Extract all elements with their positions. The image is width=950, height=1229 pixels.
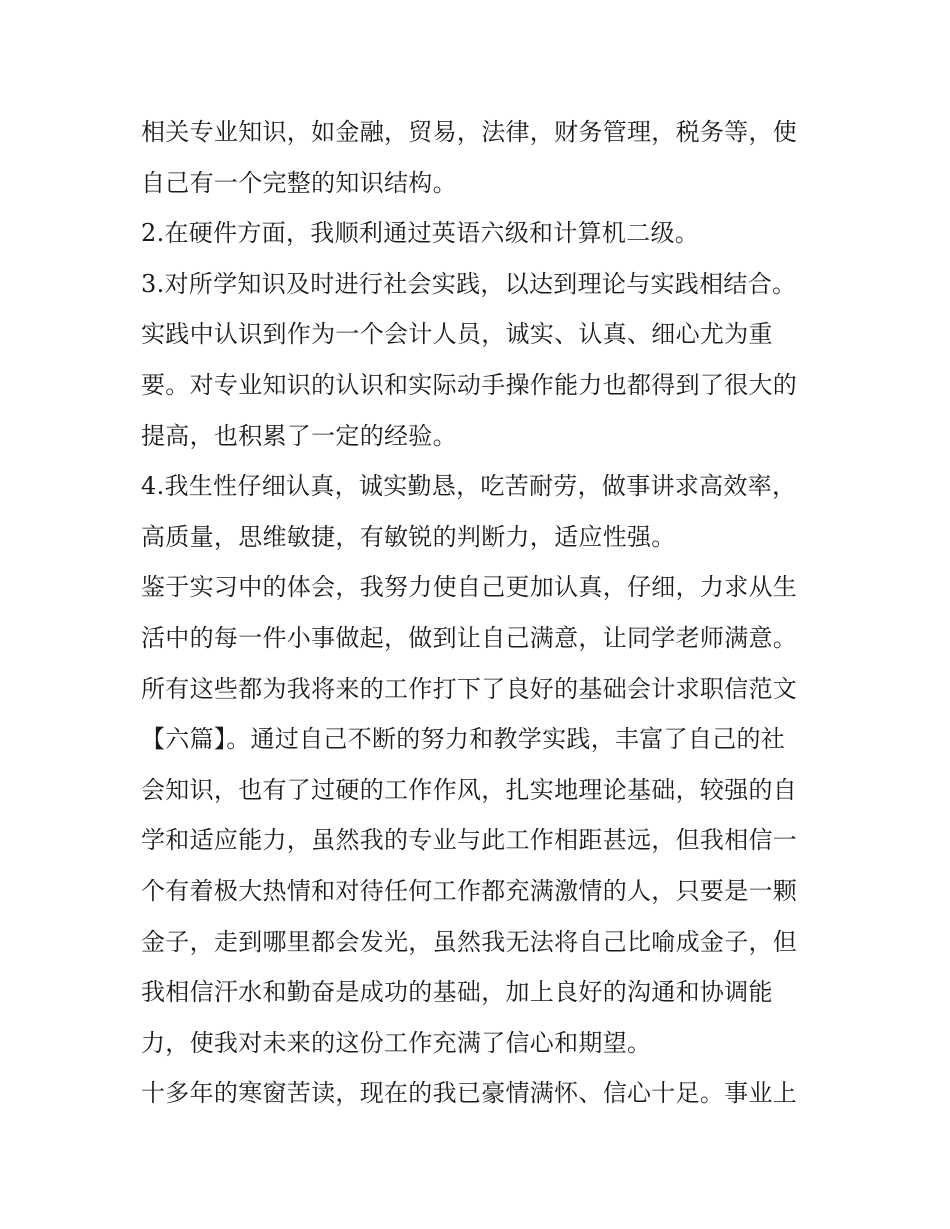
text-line: 4.我生性仔细认真，诚实勤恳，吃苦耐劳，做事讲求高效率， [141, 472, 797, 501]
text-line: 实践中认识到作为一个会计人员，诚实、认真、细心尤为重 [141, 320, 773, 349]
text-line: 力，使我对未来的这份工作充满了信心和期望。 [141, 1028, 652, 1057]
text-line: 个有着极大热情和对待任何工作都充满激情的人，只要是一颗 [141, 876, 798, 905]
text-line: 2.在硬件方面，我顺利通过英语六级和计算机二级。 [141, 219, 700, 248]
text-line: 我相信汗水和勤奋是成功的基础，加上良好的沟通和协调能 [141, 978, 773, 1007]
document-body [141, 107, 821, 1119]
text-line: 活中的每一件小事做起，做到让自己满意，让同学老师满意。 [141, 623, 798, 652]
text-line: 金子，走到哪里都会发光，虽然我无法将自己比喻成金子，但 [141, 927, 798, 956]
text-line: 鉴于实习中的体会，我努力使自己更加认真，仔细，力求从生 [141, 573, 798, 602]
text-line: 提高，也积累了一定的经验。 [141, 421, 457, 450]
text-line: 自己有一个完整的知识结构。 [141, 168, 457, 197]
text-line: 3.对所学知识及时进行社会实践，以达到理论与实践相结合。 [141, 269, 797, 298]
text-line: 高质量，思维敏捷，有敏锐的判断力，适应性强。 [141, 522, 676, 551]
text-line: 会知识，也有了过硬的工作作风，扎实地理论基础，较强的自 [141, 775, 798, 804]
text-line: 十多年的寒窗苦读，现在的我已豪情满怀、信心十足。事业上 [141, 1079, 798, 1108]
text-line: 要。对专业知识的认识和实际动手操作能力也都得到了很大的 [141, 370, 798, 399]
text-line: 学和适应能力，虽然我的专业与此工作相距甚远，但我相信一 [141, 826, 798, 855]
text-line: 所有这些都为我将来的工作打下了良好的基础会计求职信范文 [141, 674, 798, 703]
text-line: 【六篇】。通过自己不断的努力和教学实践，丰富了自己的社 [141, 725, 786, 754]
text-line: 相关专业知识，如金融，贸易，法律，财务管理，税务等，使 [141, 118, 798, 146]
